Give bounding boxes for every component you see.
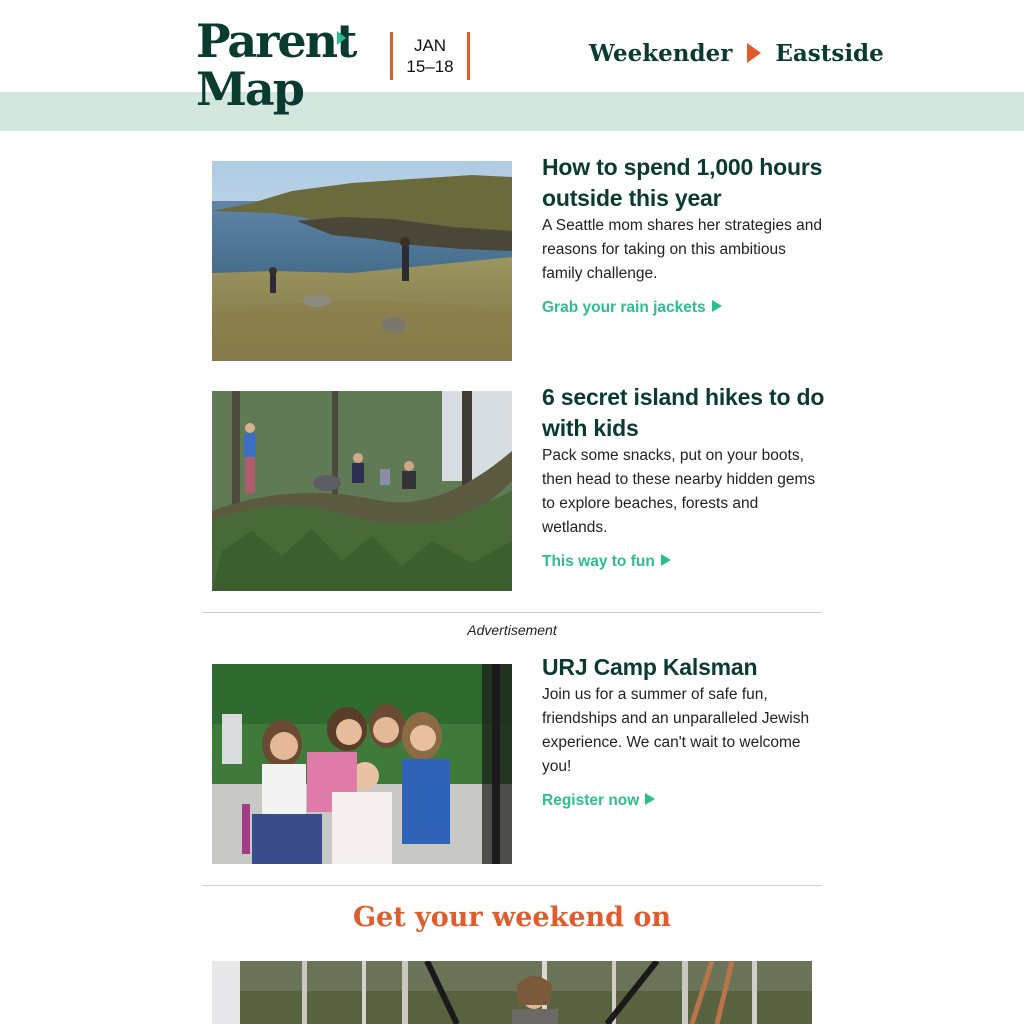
ad-description: Join us for a summer of safe fun, friendships and an unparalleled Jewish experience. We can't wait to welcome you! (542, 686, 810, 775)
newsletter-header (0, 0, 1024, 131)
ad-copy (542, 652, 827, 811)
article-description: A Seattle mom shares her strategies and reasons for taking on this ambitious family challenge. (542, 217, 823, 282)
edition-label (589, 38, 884, 70)
article-cta-link[interactable] (542, 298, 722, 318)
article-copy (542, 152, 827, 318)
ad-title[interactable]: URJ Camp Kalsman (542, 654, 758, 680)
play-arrow-icon (712, 300, 722, 312)
swing-photo (212, 961, 812, 1024)
article-cta-link[interactable] (542, 552, 671, 572)
header-band (0, 92, 1024, 131)
forest-photo (212, 391, 512, 591)
ad-image-camp[interactable] (212, 664, 512, 864)
play-arrow-icon (747, 43, 761, 63)
date-badge (390, 32, 470, 80)
play-arrow-icon (645, 793, 655, 805)
cta-label: Grab your rain jackets (542, 299, 706, 316)
date-month: JAN (413, 36, 447, 55)
article-card (212, 382, 825, 592)
camp-photo (212, 664, 512, 864)
weekend-section-title: Get your weekend on (352, 902, 672, 933)
article-title[interactable]: 6 secret island hikes to do with kids (542, 384, 825, 441)
ad-card (212, 652, 822, 867)
coastline-photo (212, 161, 512, 361)
article-card (212, 152, 822, 362)
edition-region: Eastside (775, 40, 884, 67)
weekend-image-swing[interactable] (212, 961, 812, 1024)
date-range: 15–18 (406, 57, 454, 76)
advertisement-label: Advertisement (467, 622, 557, 638)
section-divider (202, 612, 822, 613)
logo-line-2: Map (196, 62, 303, 116)
article-description: Pack some snacks, put on your boots, then head to these nearby hidden gems to explore beaches, forests and wetlands. (542, 447, 816, 536)
article-copy (542, 382, 827, 572)
cta-label: Register now (542, 792, 640, 809)
ad-cta-link[interactable] (542, 791, 655, 811)
parentmap-logo[interactable] (196, 16, 366, 120)
article-image-forest[interactable] (212, 391, 512, 591)
play-arrow-icon (661, 554, 671, 566)
article-image-coastline[interactable] (212, 161, 512, 361)
logo-play-icon (337, 31, 346, 45)
edition-name: Weekender (589, 40, 733, 67)
article-title[interactable]: How to spend 1,000 hours outside this year (542, 154, 823, 211)
cta-label: This way to fun (542, 553, 655, 570)
logo-line-1: Parent (196, 14, 356, 68)
section-divider (202, 885, 822, 886)
